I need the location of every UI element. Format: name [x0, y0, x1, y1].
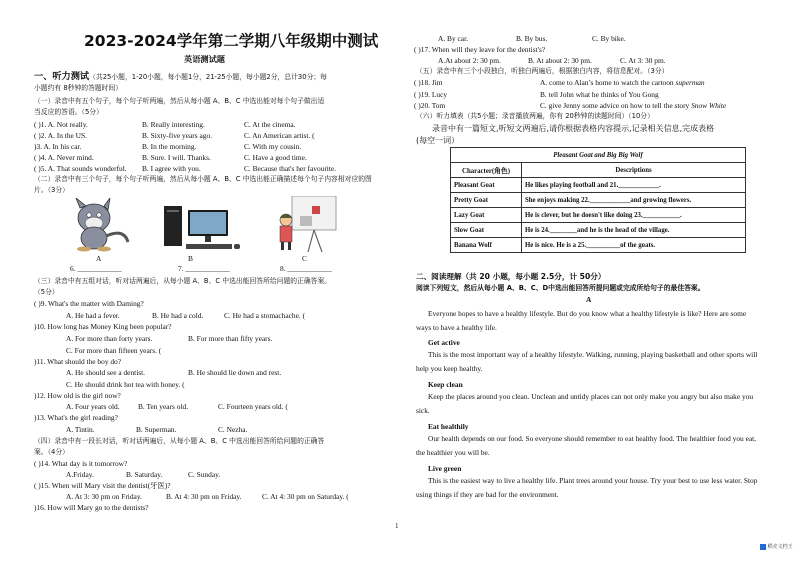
question-14: ( )14. What day is it tomorrow? — [34, 459, 128, 468]
q12-option-b: B. Ten years old. — [138, 402, 189, 411]
q18-match-text: A. come to Alan’s home to watch the cartoon — [540, 78, 676, 87]
passage-heading-live-green: Live green — [428, 464, 462, 473]
picture-c-label: C — [302, 254, 307, 263]
exam-subtitle: 英语测试题 — [184, 54, 225, 64]
part6-instruction: （六）听力填表（共5小题；录音播放两遍，你有 20秒钟的读题时间）（10分） — [416, 112, 654, 120]
section2-heading: 二、阅读理解（共 20 小题，每小题 2.5分，计 50分） — [416, 272, 606, 281]
part6-instruction-2: 录音中有一篇短文,听短文两遍后,请你根据表格内容提示,记录相关信息,完成表格 — [432, 124, 715, 133]
passage-paragraph-3: Keep the places around you clean. Unclean and untidy places can not only make you angry but also make you sick. — [416, 392, 754, 415]
table-row — [451, 178, 746, 193]
part2-instruction-2: 片。（3分） — [34, 186, 69, 194]
question-15: ( )15. When will Mary visit the dentist(牙医)? — [34, 481, 171, 490]
watermark-text: 稻壳文档王 — [767, 544, 793, 550]
q19-match-text: B. tell John what he thinks of You Gong — [540, 90, 659, 99]
passage-letter-a: A — [586, 295, 592, 304]
answer-blank-7[interactable]: 7. ____________ — [178, 264, 230, 273]
passage-paragraph-1: Everyone hopes to have a healthy lifestyle. But do you know what a healthy lifestyle is like? Here are some ways to have a healthy life. — [416, 309, 747, 332]
q9-option-c: C. He had a stomachache. ( — [224, 311, 306, 320]
table-cell-character: Lazy Goat — [451, 208, 522, 223]
section1-heading: 一、听力测试 — [34, 71, 90, 81]
q15-option-a: A. At 3: 30 pm on Friday. — [66, 492, 142, 501]
table-cell-description[interactable]: He is nice. He is a 25.__________of the goats. — [522, 238, 746, 253]
table-header-descriptions: Descriptions — [522, 163, 746, 178]
q20-match — [540, 101, 726, 110]
goat-character-table — [450, 147, 746, 253]
section1-info2: 小题约有 8秒钟的答题时间） — [34, 84, 123, 92]
section2-instruction: 阅读下列短文，然后从每小题 A、B、C、D中选出能回答所提问题或完成所给句子的最佳答案。 — [416, 284, 705, 292]
q18-match — [540, 78, 705, 87]
table-header-row — [451, 163, 746, 178]
part5-instruction: （五）录音中有三个小段独白，听独白两遍后，根据独白内容，将信息配对。（3分） — [416, 67, 669, 75]
part4-instruction: （四）录音中有一段长对话，听对话两遍后，从每小题 A、B、C 中选出能回答所给问题的正确答 — [34, 437, 325, 445]
q17-option-b: B. At about 2: 30 pm. — [528, 56, 592, 65]
picture-b-label: B — [188, 254, 193, 263]
question-4: ( )4. A. Never mind. — [34, 153, 94, 162]
part1-instruction: （一）录音中有五个句子，每个句子听两遍，然后从每小题 A、B、C 中选出能对每个句子做出适 — [34, 97, 325, 105]
part1-instruction-2: 当反应的答语。（5分） — [34, 108, 103, 116]
watermark-logo — [760, 543, 793, 550]
picture-a-cartoon-cat — [64, 198, 134, 252]
q10-option-b: B. For more than fifty years. — [188, 334, 273, 343]
table-cell-character: Pleasant Goat — [451, 178, 522, 193]
q4-option-c: C. Have a good time. — [244, 153, 307, 162]
q9-option-b: B. He had a cold. — [152, 311, 204, 320]
passage-heading-get-active: Get active — [428, 338, 460, 347]
question-16: )16. How will Mary go to the dentists? — [34, 503, 149, 512]
question-12: )12. How old is the girl now? — [34, 391, 121, 400]
question-11: )11. What should the boy do? — [34, 357, 122, 366]
table-cell-character: Banana Wolf — [451, 238, 522, 253]
passage-paragraph-2: This is the most important way of a healthy lifestyle. Walking, running, playing basketball and other sports will help you keep healthy. — [416, 350, 758, 373]
q16-option-a: A. By car. — [438, 34, 468, 43]
passage-heading-keep-clean: Keep clean — [428, 380, 463, 389]
section1-info: （共25小题，1-20小题，每小题1分，21-25小题，每小题2分，总计30分；每 — [89, 73, 327, 81]
section1-header — [34, 72, 327, 82]
table-row — [451, 208, 746, 223]
table-cell-character: Slow Goat — [451, 223, 522, 238]
q14-option-a: A.Friday. — [66, 470, 94, 479]
q10-option-a: A. For more than forty years. — [66, 334, 153, 343]
question-10: )10. How long has Money King been popular? — [34, 322, 172, 331]
q2-option-b: B. Sixty-five years ago. — [142, 131, 212, 140]
q20-match-title: Snow White — [691, 101, 727, 110]
q11-option-b: B. He should lie down and rest. — [188, 368, 282, 377]
q16-option-c: C. By bike. — [592, 34, 626, 43]
q15-option-b: B. At 4: 30 pm on Friday. — [166, 492, 242, 501]
page-number: 1 — [395, 522, 399, 530]
exam-title: 2023-2024学年第二学期八年级期中测试 — [84, 32, 379, 50]
q1-option-b: B. Really interesting. — [142, 120, 205, 129]
table-cell-description[interactable]: He is 24.________and he is the head of the village. — [522, 223, 746, 238]
q14-option-c: C. Sunday. — [188, 470, 221, 479]
question-20: ( )20. Tom — [414, 101, 446, 110]
question-1: ( )1. A. Not really. — [34, 120, 88, 129]
passage-heading-eat-healthily: Eat healthily — [428, 422, 469, 431]
table-caption-row — [451, 148, 746, 163]
q10-option-c: C. For more than fifteen years. ( — [66, 346, 162, 355]
q20-match-text: C. give Jenny some advice on how to tell the story — [540, 101, 692, 110]
q2-option-c: C. An American artist. ( — [244, 131, 315, 140]
question-13: )13. What's the girl reading? — [34, 413, 118, 422]
table-cell-description[interactable]: She enjoys making 22.____________and growing flowers. — [522, 193, 746, 208]
q15-option-c: C. At 4: 30 pm on Saturday. ( — [262, 492, 349, 501]
q1-option-c: C. At the cinema. — [244, 120, 296, 129]
q5-option-c: C. Because that's her favourite. — [244, 164, 337, 173]
table-cell-description[interactable]: He is clever, but he doesn't like doing 23.___________. — [522, 208, 746, 223]
table-cell-character: Pretty Goat — [451, 193, 522, 208]
q4-option-b: B. Sure. I will. Thanks. — [142, 153, 211, 162]
part6-instruction-3: (每空一词） — [416, 136, 460, 145]
q3-option-c: C. With my cousin. — [244, 142, 302, 151]
q14-option-b: B. Saturday. — [126, 470, 163, 479]
q11-option-a: A. He should see a dentist. — [66, 368, 146, 377]
picture-b-computer — [162, 206, 242, 252]
q17-option-a: A.At about 2: 30 pm. — [438, 56, 501, 65]
q12-option-c: C. Fourteen years old. ( — [218, 402, 288, 411]
table-cell-description[interactable]: He likes playing football and 21.____________. — [522, 178, 746, 193]
answer-blank-8[interactable]: 8. ____________ — [280, 264, 332, 273]
passage-paragraph-5: This is the easiest way to live a healthy life. Plant trees around your house. Try your best to use less water. Stop using things if they are bad for the environment. — [416, 476, 758, 499]
q12-option-a: A. Four years old. — [66, 402, 120, 411]
picture-a-label: A — [96, 254, 102, 263]
logo-mark-icon — [760, 544, 766, 550]
q9-option-a: A. He had a fever. — [66, 311, 120, 320]
part2-instruction: （二）录音中有三个句子，每个句子听两遍，然后从每小题 A、B、C 中选出能正确描述每个句子内容相对应的图 — [34, 175, 372, 183]
passage-paragraph-4: Our health depends on our food. So everyone should remember to eat healthy food. The healthier food you eat, the healthier you will be. — [416, 434, 757, 457]
answer-blank-6[interactable]: 6. ____________ — [70, 264, 122, 273]
question-19: ( )19. Lucy — [414, 90, 448, 99]
question-3: )3. A. In his car. — [34, 142, 82, 151]
q16-option-b: B. By bus. — [516, 34, 548, 43]
question-17: ( )17. When will they leave for the dentist's? — [414, 45, 546, 54]
table-row — [451, 193, 746, 208]
question-2: ( )2. A. In the US. — [34, 131, 87, 140]
q5-option-b: B. I agree with you. — [142, 164, 201, 173]
q17-option-c: C. At 3: 30 pm. — [620, 56, 666, 65]
q3-option-b: B. In the morning. — [142, 142, 197, 151]
table-row — [451, 238, 746, 253]
q13-option-c: C. Nezha. — [218, 425, 248, 434]
picture-c-girl-painting — [272, 196, 344, 252]
q13-option-b: B. Superman. — [136, 425, 177, 434]
q13-option-a: A. Tintin. — [66, 425, 95, 434]
part3-instruction: （三）录音中有五组对话，听对话两遍后，从每小题 A、B、C 中选出能回答所给问题的正确答案。 — [34, 277, 332, 285]
part4-instruction-2: 案。（4分） — [34, 448, 69, 456]
q11-option-c: C. He should drink hot tea with honey. ( — [66, 380, 185, 389]
table-header-character: Character(角色) — [451, 163, 522, 178]
table-row — [451, 223, 746, 238]
question-18: ( )18. Jim — [414, 78, 443, 87]
question-9: ( )9. What's the matter with Daming? — [34, 299, 144, 308]
table-caption: Pleasant Goat and Big Big Wolf — [451, 148, 746, 163]
part3-instruction-2: （5分） — [34, 288, 59, 296]
question-5: ( )5. A. That sounds wonderful. — [34, 164, 127, 173]
q18-match-title: superman — [675, 78, 705, 87]
